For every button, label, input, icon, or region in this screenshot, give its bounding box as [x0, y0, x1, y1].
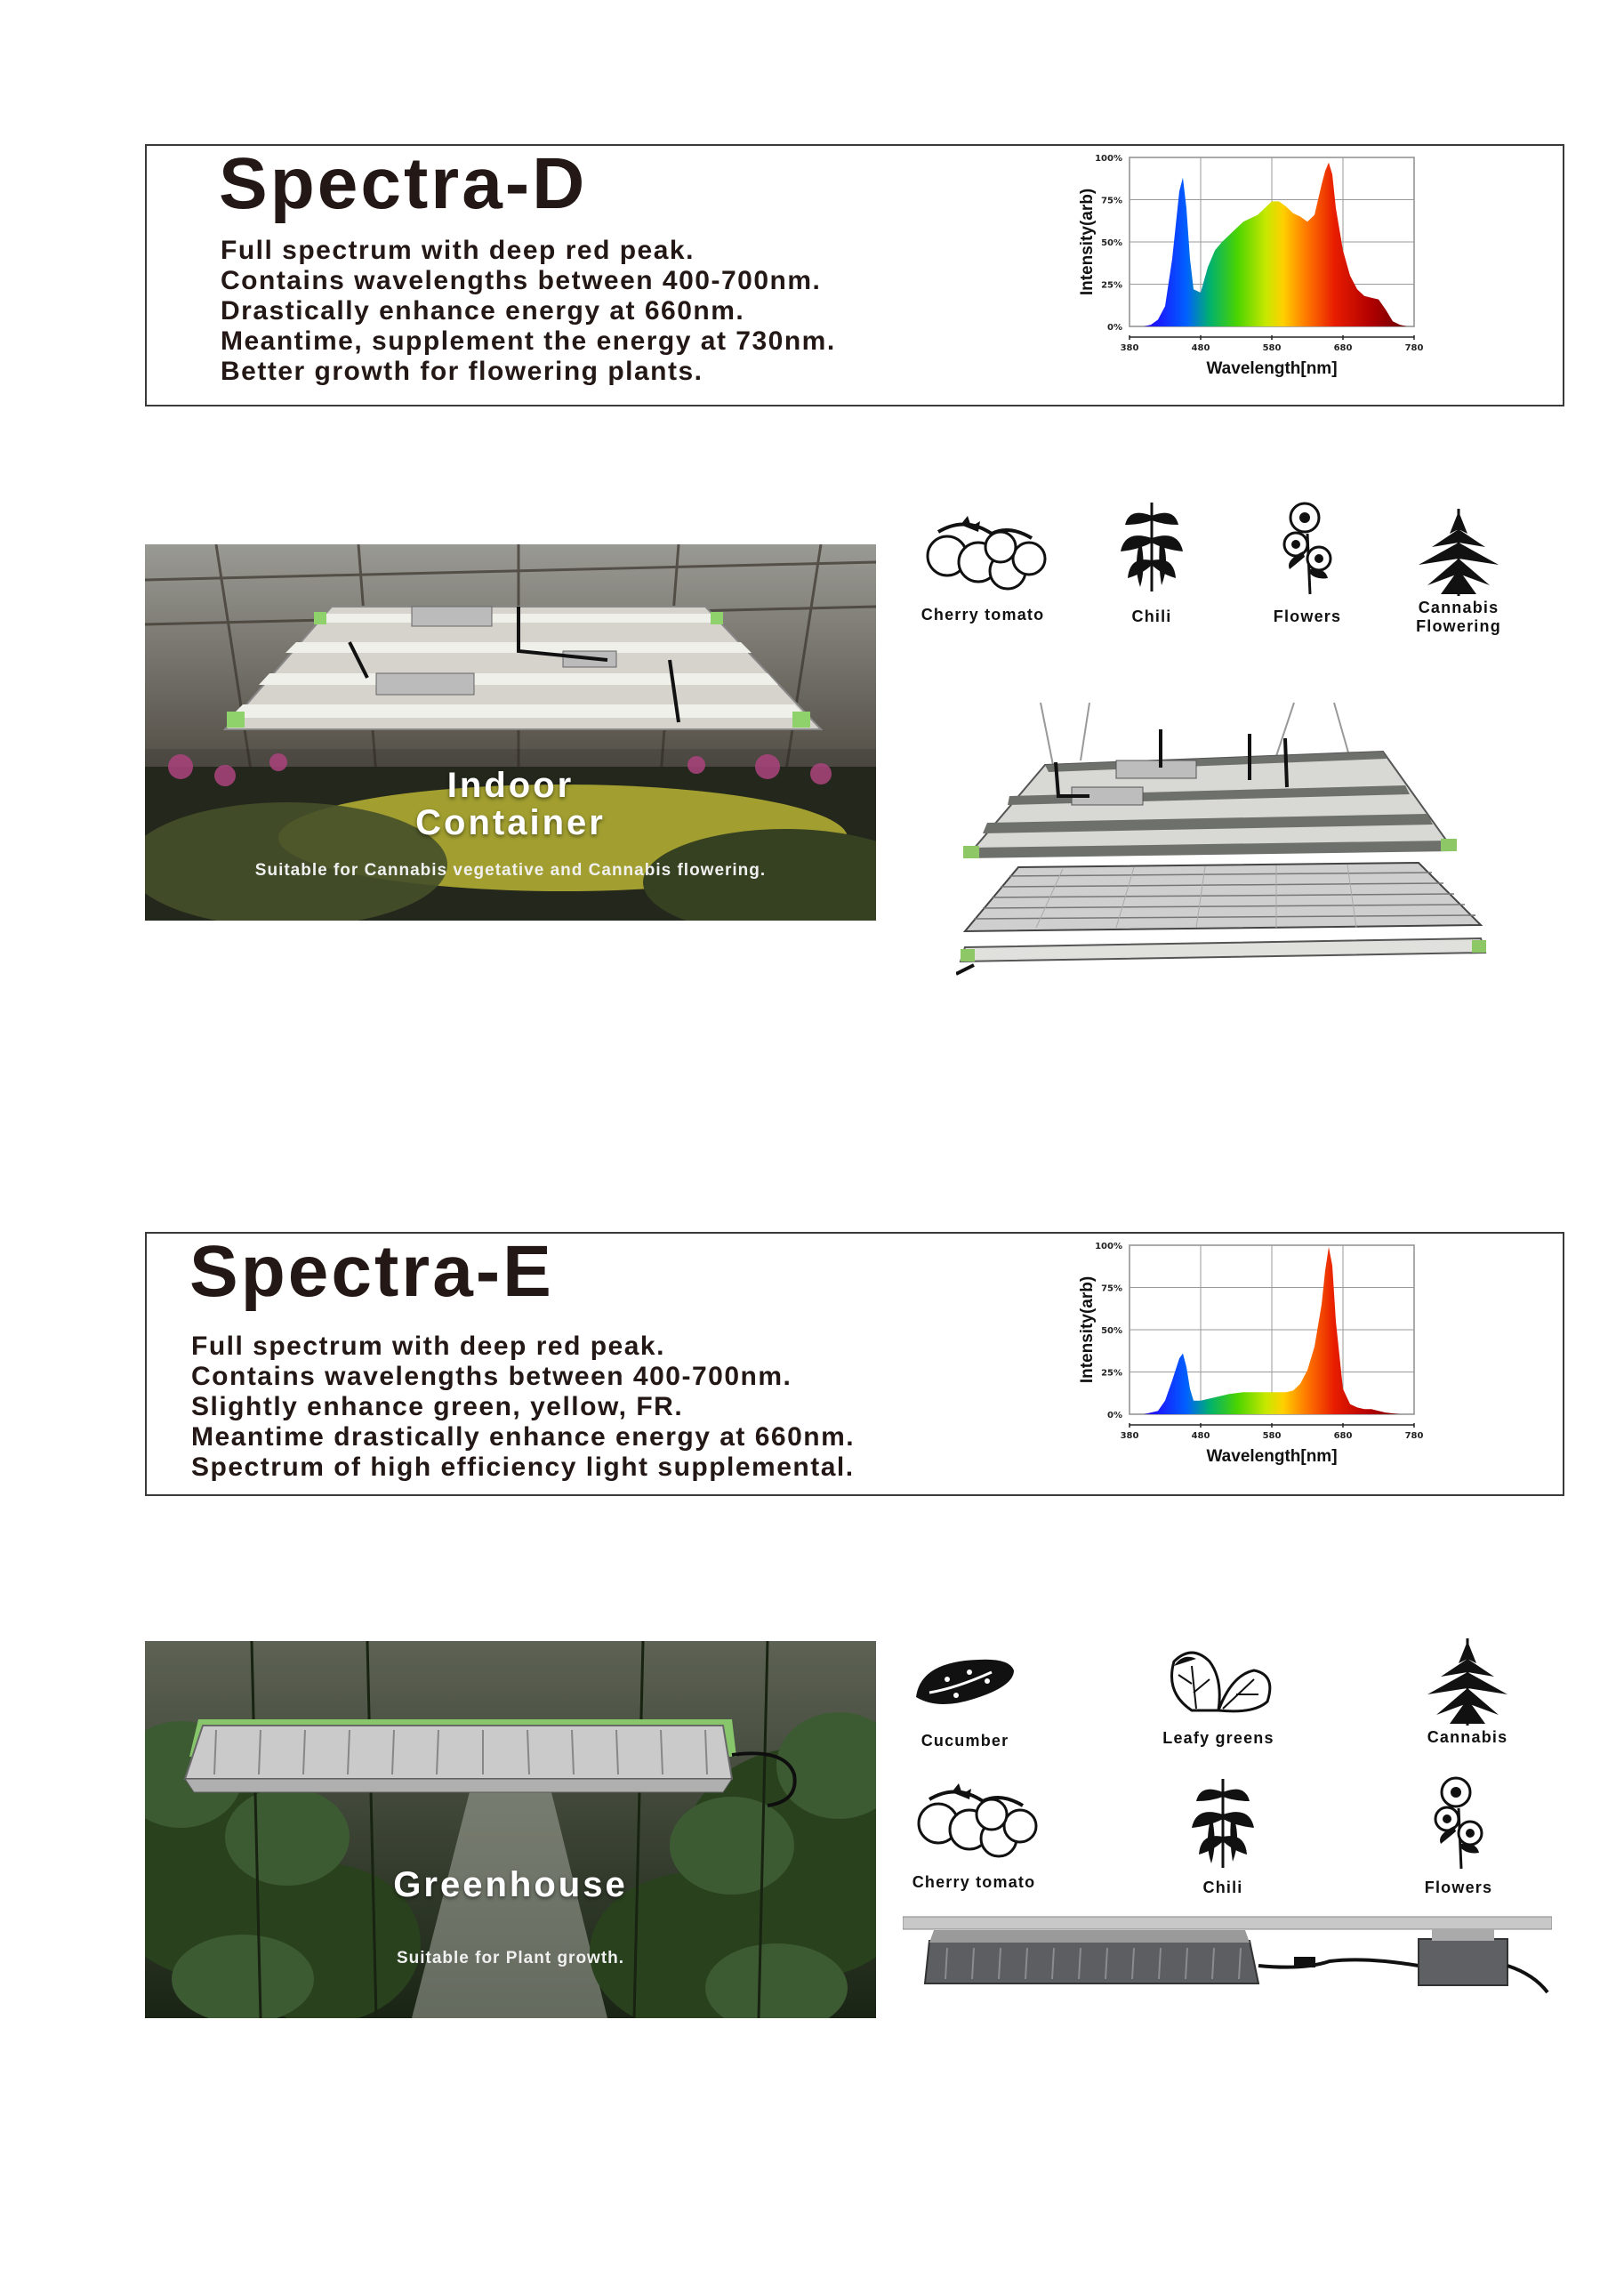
indoor-container-photo	[145, 544, 876, 921]
x-tick-label: 580	[1262, 1431, 1282, 1441]
cherry-tomato-icon	[903, 1774, 1045, 1863]
plant-label: Leafy greens	[1162, 1729, 1274, 1747]
x-tick-label: 480	[1191, 1431, 1210, 1441]
leafy-greens-icon	[1147, 1639, 1290, 1716]
plant-label: Cherry tomato	[912, 1873, 1036, 1891]
plant-cherry-tomato	[903, 1774, 1045, 1899]
plant-chili	[1156, 1774, 1290, 1908]
description-line: Contains wavelengths between 400-700nm.	[191, 1362, 792, 1391]
y-tick-label: 0%	[1107, 1411, 1122, 1420]
y-tick-label: 0%	[1107, 323, 1122, 333]
x-tick-label: 680	[1333, 343, 1353, 353]
plant-label: Cannabis	[1427, 1728, 1508, 1746]
description-line: Meantime drastically enhance energy at 660nm.	[191, 1422, 856, 1452]
description-line: Meantime, supplement the energy at 730nm.	[221, 326, 836, 356]
spectra-e-description	[191, 1332, 855, 1483]
indoor-container-subtitle: Suitable for Cannabis vegetative and Cannabis flowering.	[254, 861, 767, 880]
flowers-icon	[1241, 498, 1374, 596]
y-axis-title: Intensity(arb)	[1078, 188, 1097, 296]
plant-label-line: Flowering	[1416, 617, 1501, 635]
spectra-d-title: Spectra-D	[219, 143, 588, 224]
plant-label-line: Cannabis	[1418, 599, 1499, 616]
plant-flowers	[1392, 1773, 1525, 1906]
greenhouse-title: Greenhouse	[393, 1865, 628, 1904]
y-tick-label: 25%	[1101, 280, 1122, 291]
photo-title-line: Indoor	[446, 766, 575, 805]
description-line: Contains wavelengths between 400-700nm.	[221, 266, 822, 295]
spectra-e-title: Spectra-E	[189, 1231, 554, 1312]
x-tick-label: 380	[1120, 1431, 1139, 1441]
cannabis-icon	[1401, 1637, 1534, 1726]
photo-title-line: Container	[415, 803, 606, 842]
top-light-illustration	[903, 1912, 1552, 2010]
x-tick-label: 780	[1404, 343, 1424, 353]
greenhouse-subtitle: Suitable for Plant growth.	[396, 1949, 625, 1967]
y-tick-label: 50%	[1101, 238, 1122, 248]
description-line: Full spectrum with deep red peak.	[191, 1332, 665, 1361]
description-line: Better growth for flowering plants.	[221, 357, 703, 386]
plant-cannabis	[1401, 1637, 1534, 1748]
plant-leafy-greens	[1147, 1639, 1290, 1746]
greenhouse-photo	[145, 1641, 876, 2018]
chili-icon	[1085, 498, 1218, 596]
bar-light-exploded-illustration	[956, 698, 1490, 992]
x-tick-label: 580	[1262, 343, 1282, 353]
x-tick-label: 380	[1120, 343, 1139, 353]
plant-label	[1387, 599, 1530, 636]
x-tick-label: 780	[1404, 1431, 1424, 1441]
flowers-icon	[1392, 1773, 1525, 1871]
x-axis-title: Wavelength[nm]	[1206, 1447, 1338, 1466]
cherry-tomato-icon	[912, 507, 1054, 596]
plant-cherry-tomato	[912, 507, 1054, 632]
x-tick-label: 680	[1333, 1431, 1353, 1441]
y-tick-label: 25%	[1101, 1368, 1122, 1379]
plant-label: Cucumber	[921, 1732, 1009, 1750]
cucumber-icon	[903, 1644, 1027, 1718]
y-tick-label: 100%	[1095, 154, 1122, 164]
description-line: Slightly enhance green, yellow, FR.	[191, 1392, 684, 1421]
plant-label: Flowers	[1273, 607, 1342, 625]
plant-cucumber	[903, 1644, 1027, 1750]
y-axis-title: Intensity(arb)	[1078, 1275, 1097, 1384]
chili-icon	[1156, 1774, 1290, 1872]
plant-cannabis-flowering	[1387, 507, 1530, 649]
y-tick-label: 100%	[1095, 1242, 1122, 1251]
y-tick-label: 50%	[1101, 1326, 1122, 1336]
plant-label: Flowers	[1424, 1879, 1493, 1896]
spectra-e-chart	[1063, 1235, 1454, 1493]
x-axis-title: Wavelength[nm]	[1206, 359, 1338, 378]
description-line: Spectrum of high efficiency light supplemental.	[191, 1452, 855, 1482]
description-line: Full spectrum with deep red peak.	[221, 236, 695, 265]
y-tick-label: 75%	[1101, 1283, 1122, 1294]
plant-label: Chili	[1131, 607, 1172, 625]
plant-chili	[1085, 498, 1218, 632]
x-tick-label: 480	[1191, 343, 1210, 353]
description-line: Drastically enhance energy at 660nm.	[221, 296, 745, 326]
plant-label: Cherry tomato	[921, 606, 1045, 624]
indoor-container-title	[145, 767, 876, 841]
plant-flowers	[1241, 498, 1374, 632]
spectra-d-description	[221, 236, 836, 387]
cannabis-icon	[1387, 507, 1530, 596]
plant-label: Chili	[1202, 1879, 1243, 1896]
spectra-d-chart	[1063, 147, 1454, 405]
y-tick-label: 75%	[1101, 196, 1122, 206]
